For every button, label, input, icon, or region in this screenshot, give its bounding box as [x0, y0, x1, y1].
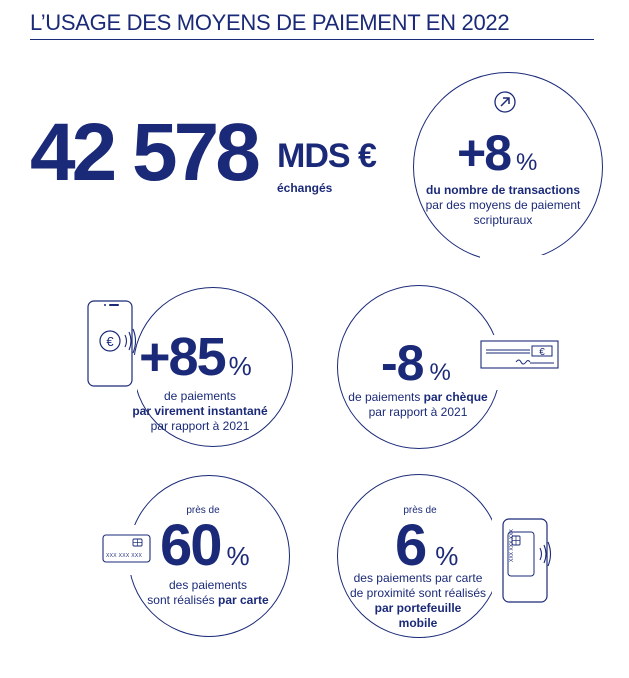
transactions-value	[457, 125, 538, 181]
bank-card-icon	[102, 534, 152, 564]
instant-value	[139, 327, 252, 387]
instant-number: +85	[139, 327, 225, 387]
headline-unit: MDS €	[277, 137, 376, 175]
mobile-line3: par portefeuille	[374, 601, 462, 615]
mobile-percent: %	[435, 541, 459, 571]
mobile-line4: mobile	[398, 616, 438, 630]
cheque-line1-a: de paiements	[348, 390, 424, 404]
mobile-value	[395, 513, 459, 578]
cheque-line2: par rapport à 2021	[368, 405, 468, 419]
mobile-card-number: XXX XXX XXX	[509, 529, 515, 562]
instant-percent: %	[228, 351, 252, 381]
transactions-number: +8	[457, 125, 511, 181]
cheque-line1-b: par chèque	[423, 390, 488, 404]
mobile-pre: près de	[403, 505, 437, 516]
instant-text	[120, 389, 280, 434]
headline-caption: échangés	[277, 181, 333, 195]
card-pre: près de	[186, 505, 220, 516]
card-number-value: 60	[160, 513, 221, 578]
cheque-euro-icon	[480, 340, 560, 370]
svg-text:€: €	[106, 334, 114, 349]
title-underline	[30, 39, 594, 40]
card-line2-a: sont réalisés	[147, 593, 218, 607]
arrow-up-right-icon	[493, 90, 517, 114]
card-percent: %	[226, 541, 250, 571]
instant-line3: par rapport à 2021	[150, 419, 250, 433]
transactions-circle-gap	[480, 255, 620, 263]
cheque-text	[340, 390, 496, 420]
headline-amount: 42 578	[30, 107, 257, 198]
transactions-line2: par des moyens de paiement	[425, 198, 581, 212]
cheque-value	[381, 335, 451, 391]
svg-text:€: €	[539, 347, 545, 358]
instant-line2: par virement instantané	[132, 404, 268, 418]
cheque-percent: %	[429, 359, 451, 386]
mobile-line2: de proximité sont réalisés	[349, 586, 487, 600]
card-line2-b: par carte	[218, 593, 269, 607]
card-number: XXX XXX XXX	[106, 553, 143, 559]
transactions-percent: %	[516, 149, 538, 176]
mobile-number: 6	[395, 513, 428, 578]
page-title: L’USAGE DES MOYENS DE PAIEMENT EN 2022	[30, 10, 510, 35]
mobile-text	[338, 571, 498, 631]
transactions-text	[408, 183, 598, 228]
transactions-line1: du nombre de transactions	[425, 183, 581, 197]
card-line1: des paiements	[168, 578, 248, 592]
card-value	[160, 513, 250, 578]
cheque-number: -8	[381, 335, 424, 391]
instant-line1: de paiements	[163, 389, 237, 403]
card-text	[128, 578, 288, 608]
mobile-line1: des paiements par carte	[353, 571, 483, 585]
transactions-line3: scripturaux	[473, 213, 533, 227]
